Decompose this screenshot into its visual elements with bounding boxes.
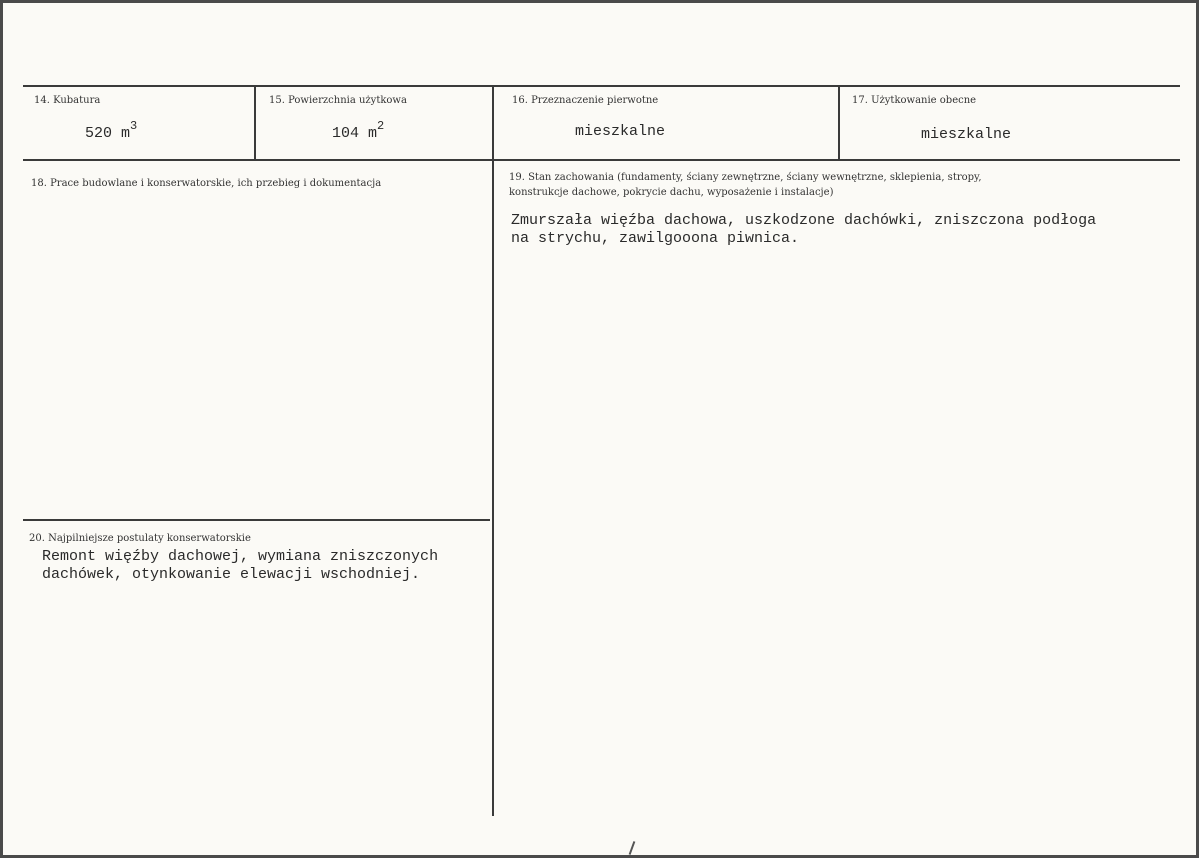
kubatura-label: 14. Kubatura xyxy=(34,95,101,106)
powierzchnia-exponent: 2 xyxy=(377,119,385,133)
stan-text-line1: Zmurszała więźba dachowa, uszkodzone dachówki, zniszczona podłoga xyxy=(511,212,1097,229)
header-bottom-rule xyxy=(23,159,1180,161)
divider-15-16 xyxy=(492,86,494,816)
powierzchnia-number: 104 m xyxy=(332,125,378,142)
uzytkowanie-value: mieszkalne xyxy=(921,126,1012,143)
przeznaczenie-label: 16. Przeznaczenie pierwotne xyxy=(512,95,659,106)
record-card xyxy=(3,3,1196,855)
kubatura-value xyxy=(85,121,137,142)
postulaty-label: 20. Najpilniejsze postulaty konserwatorskie xyxy=(29,533,251,544)
prace-label: 18. Prace budowlane i konserwatorskie, ich przebieg i dokumentacja xyxy=(31,178,382,189)
postulaty-text-line2: dachówek, otynkowanie elewacji wschodniej. xyxy=(42,566,421,583)
kubatura-number: 520 m xyxy=(85,125,131,142)
top-rule xyxy=(23,85,1180,87)
divider-16-17 xyxy=(838,86,840,160)
stan-text-line2: na strychu, zawilgooona piwnica. xyxy=(511,230,800,247)
section-20-rule xyxy=(23,519,490,521)
powierzchnia-value xyxy=(332,121,384,142)
stan-label-line2: konstrukcje dachowe, pokrycie dachu, wyposażenie i instalacje) xyxy=(509,187,834,198)
kubatura-exponent: 3 xyxy=(130,119,138,133)
uzytkowanie-label: 17. Użytkowanie obecne xyxy=(852,95,977,106)
pencil-mark xyxy=(629,841,636,855)
powierzchnia-label: 15. Powierzchnia użytkowa xyxy=(269,95,407,106)
stan-label-line1: 19. Stan zachowania (fundamenty, ściany zewnętrzne, ściany wewnętrzne, sklepienia, stropy, xyxy=(509,172,982,183)
przeznaczenie-value: mieszkalne xyxy=(575,123,666,140)
postulaty-text-line1: Remont więźby dachowej, wymiana zniszczonych xyxy=(42,548,439,565)
divider-14-15 xyxy=(254,86,256,160)
